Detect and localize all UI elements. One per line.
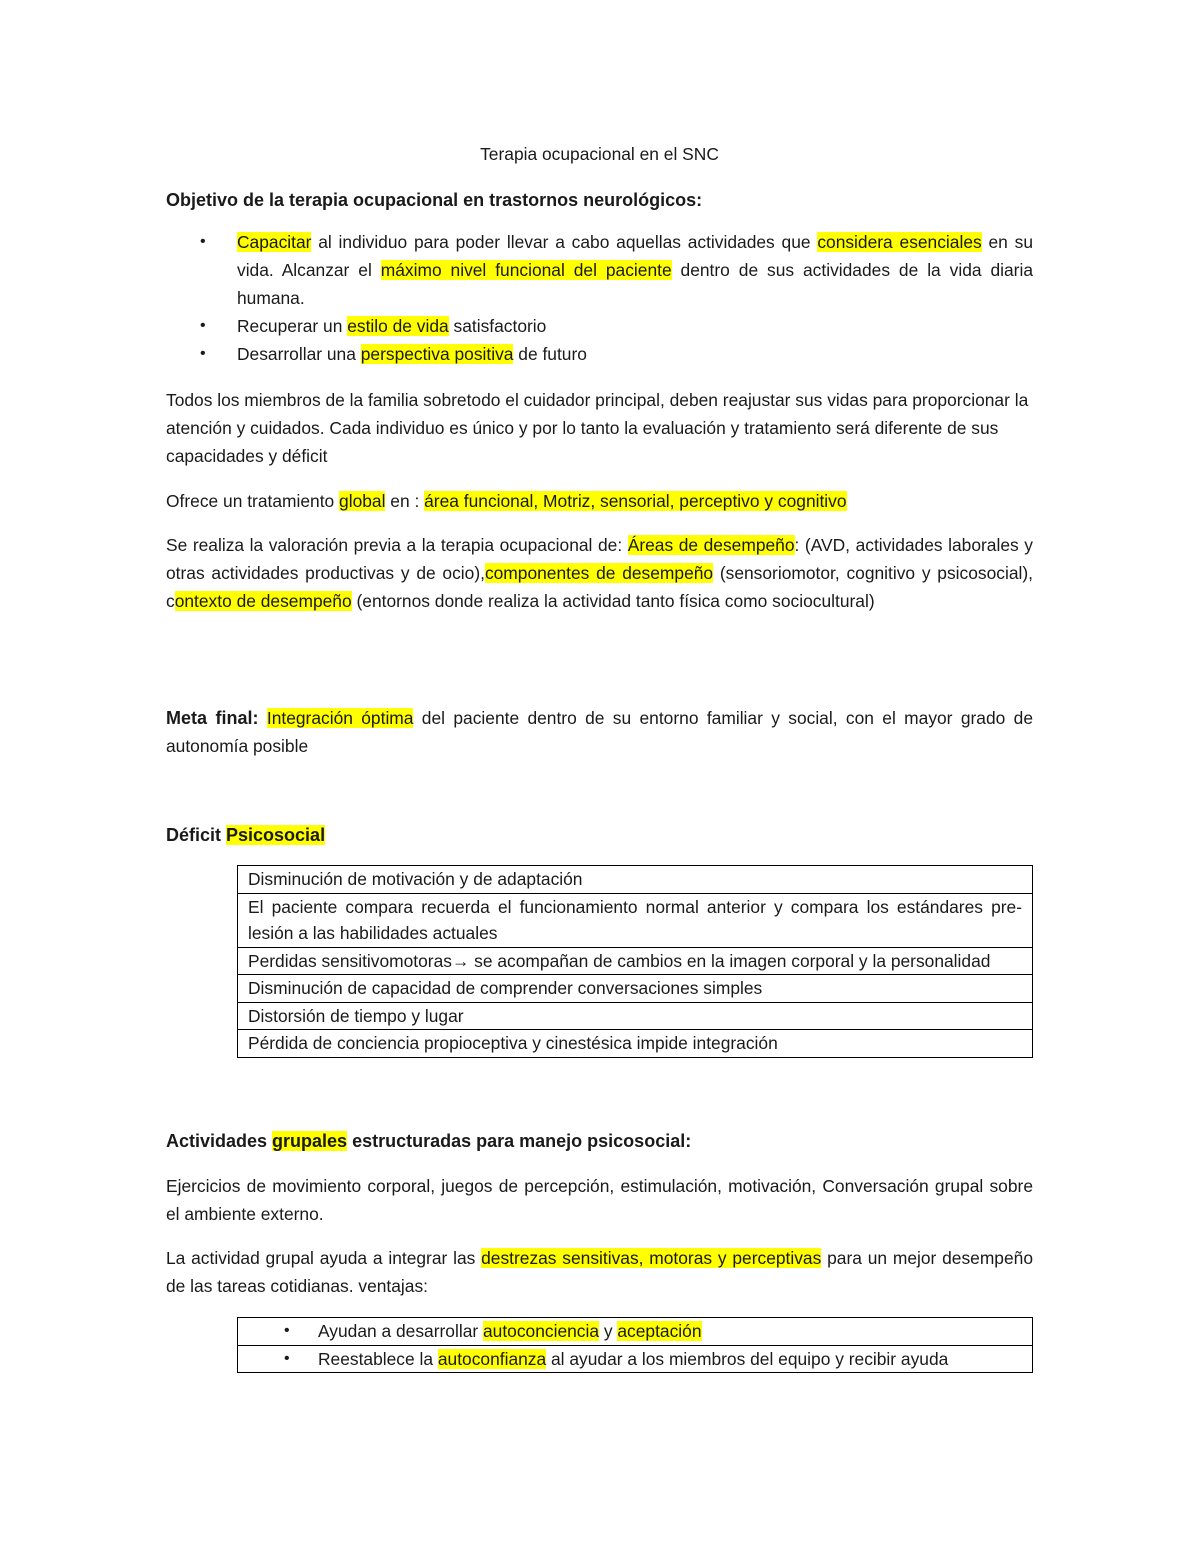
bullet-icon: • [284,1349,290,1367]
list-item [166,312,1033,340]
text-run: La actividad grupal ayuda a integrar las [166,1248,482,1268]
highlight: Psicosocial [226,825,326,845]
table-row [238,947,1033,975]
highlight: ontexto de desempeño [174,591,352,611]
actividades-heading [166,1127,1033,1155]
text-run: Reestablece la [318,1348,438,1369]
table-cell [238,947,1033,975]
objetivo-heading: Objetivo de la terapia ocupacional en trastornos neurológicos: [166,190,703,210]
highlight: destrezas sensitivas, motoras y perceptivas [481,1248,822,1268]
paragraph-meta-final [166,704,1033,760]
highlight: máximo nivel funcional del paciente [380,260,672,280]
table-cell: Pérdida de conciencia propioceptiva y cinestésica impide integración [238,1030,1033,1058]
paragraph-familia: Todos los miembros de la familia sobretodo el cuidador principal, deben reajustar sus vidas para proporcionar la atención y cuidados. Cada individuo es único y por lo tanto la evaluación y tratamiento será diferente de sus capacidades y déficit [166,390,1029,466]
highlight: área funcional, Motriz, sensorial, perceptivo y cognitivo [424,491,847,511]
text-run: y [599,1321,618,1341]
table-row [238,1345,1033,1373]
text-run: Recuperar un [237,316,348,336]
table-cell [238,1345,1033,1373]
text-run: al individuo para poder llevar a cabo aquellas actividades que [311,232,818,252]
table-cell: El paciente compara recuerda el funcionamiento normal anterior y compara los estándares pre-lesión a las habilidades actuales [238,893,1033,947]
table-row [238,1002,1033,1030]
paragraph-ejercicios: Ejercicios de movimiento corporal, juegos de percepción, estimulación, motivación, Conversación grupal sobre el ambiente externo. [166,1176,1033,1224]
highlight: perspectiva positiva [360,344,514,364]
text-run: del paciente dentro de su entorno familiar y social, con el mayor grado de autonomía posible [166,708,1033,756]
highlight: Áreas de desempeño [627,535,795,555]
table-cell [238,1318,1033,1346]
bullet-icon: • [200,233,206,250]
paragraph-actividad-grupal [166,1244,1033,1300]
highlight: considera esenciales [817,232,982,252]
paragraph-tratamiento [166,487,1033,515]
text-run: Desarrollar una [237,344,361,364]
table-row [238,866,1033,894]
text-run: Déficit [166,825,227,845]
list-item [166,340,1033,368]
text-run: se acompañan de cambios en la imagen corporal y la personalidad [469,950,991,971]
table-row [238,1030,1033,1058]
highlight: aceptación [617,1321,702,1341]
highlight: estilo de vida [347,316,449,336]
text-run: al ayudar a los miembros del equipo y recibir ayuda [546,1348,949,1369]
deficit-table [237,865,1033,1058]
arrow-right-icon: → [451,950,470,971]
text-run: (sensoriomotor, cognitivo y psicosocial), c [166,563,1033,611]
paragraph-valoracion [166,531,1033,615]
text-run: para un mejor desempeño de las tareas cotidianas. ventajas: [166,1248,1033,1296]
text-run: de futuro [513,344,587,364]
bullet-icon: • [284,1322,290,1339]
table-cell: Disminución de motivación y de adaptación [238,866,1033,894]
deficit-heading [166,821,1033,849]
highlight: componentes de desempeño [484,563,714,583]
text-run: Se realiza la valoración previa a la terapia ocupacional de: [166,535,628,555]
text-run: satisfactorio [448,316,547,336]
text-run: (entornos donde realiza la actividad tanto física como sociocultural) [351,591,875,611]
highlight: Integración óptima [266,708,414,728]
meta-label: Meta final: [166,708,259,728]
highlight: Capacitar [237,232,312,252]
highlight: grupales [272,1131,348,1151]
text-run: estructuradas para manejo psicosocial: [347,1131,692,1151]
ventajas-table [237,1317,1033,1373]
text-run: en : [385,491,425,511]
list-item [166,228,1033,312]
text-run: en su vida. Alcanzar el [237,232,1033,280]
table-row [238,975,1033,1003]
text-run: Actividades [166,1131,273,1151]
text-run: dentro de sus actividades de la vida diaria humana. [237,260,1033,308]
highlight: autoconciencia [483,1321,600,1341]
table-cell: Disminución de capacidad de comprender conversaciones simples [238,975,1033,1003]
text-run: Perdidas sensitivomotoras [248,950,452,971]
document-page [166,0,1033,1553]
highlight: global [339,491,386,511]
text-run: Ayudan a desarrollar [318,1321,483,1341]
highlight: autoconfianza [437,1348,547,1369]
bullet-icon: • [200,345,206,362]
bullet-icon: • [200,317,206,334]
table-cell: Distorsión de tiempo y lugar [238,1002,1033,1030]
table-row [238,893,1033,947]
objetivo-bullet-list [166,228,1033,368]
text-run: : (AVD, actividades laborales y otras actividades productivas y de ocio), [166,535,1033,583]
table-row [238,1318,1033,1346]
page-title: Terapia ocupacional en el SNC [480,144,719,164]
text-run: Ofrece un tratamiento [166,491,340,511]
text-run [259,708,267,728]
